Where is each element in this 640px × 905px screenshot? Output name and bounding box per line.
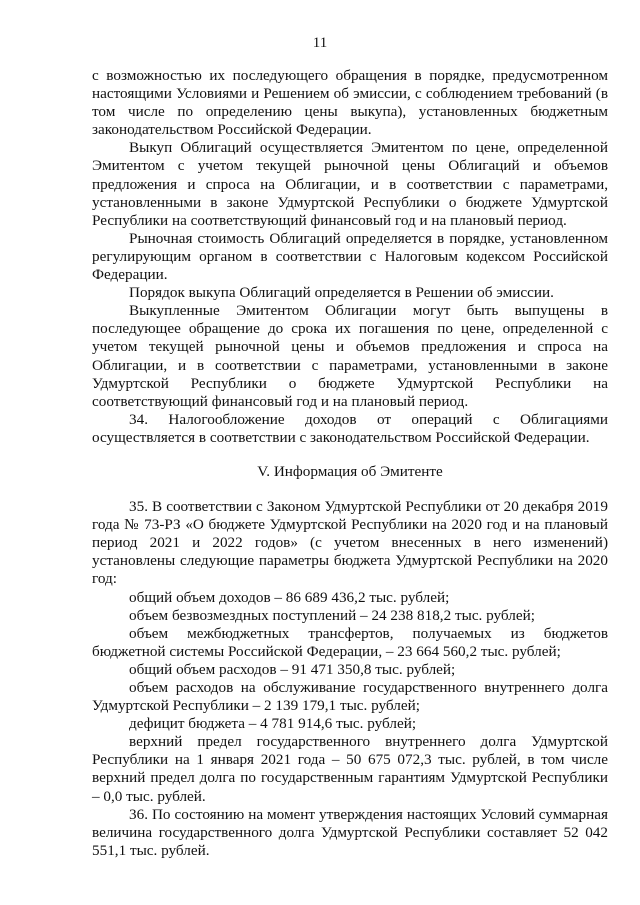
page-number: 11 <box>312 35 328 51</box>
paragraph-36-total-debt: 36. По состоянию на момент утверждения настоящих Условий суммарная величина государственного долга Удмуртской Республики составляет 52 042 551,1 тыс. рублей. <box>92 805 608 859</box>
list-item-debt-ceiling: верхний предел государственного внутреннего долга Удмуртской Республики на 1 января 2021 года – 50 675 072,3 тыс. рублей, в том числе верхний предел долга по государственным гарантиям Удмуртской Республики – 0,0 тыс. рублей. <box>92 733 608 805</box>
document-body <box>92 67 608 860</box>
list-item-budget-deficit: дефицит бюджета – 4 781 914,6 тыс. рублей; <box>129 715 417 733</box>
paragraph-35-budget-law: 35. В соответствии с Законом Удмуртской Республики от 20 декабря 2019 года № 73-РЗ «О бюджете Удмуртской Республики на 2020 год и на плановый период 2021 и 2022 годов» (с учетом внесенных в него изменений) установлены следующие параметры бюджета Удмуртской Республики на 2020 год: <box>92 498 608 588</box>
paragraph-34-taxation: 34. Налогообложение доходов от операций с Облигациями осуществляется в соответствии с законодательством Российской Федерации. <box>92 410 608 446</box>
list-item-total-expenditure: общий объем расходов – 91 471 350,8 тыс. рублей; <box>129 660 456 678</box>
paragraph-market-value: Рыночная стоимость Облигаций определяется в порядке, установленном регулирующим органом в соответствии с Налоговым кодексом Российской Федерации. <box>92 229 608 284</box>
section-heading: V. Информация об Эмитенте <box>257 462 443 480</box>
list-item-total-revenue: общий объем доходов – 86 689 436,2 тыс. рублей; <box>129 588 450 606</box>
list-item-debt-service: объем расходов на обслуживание государственного внутреннего долга Удмуртской Республики – 2 139 179,1 тыс. рублей; <box>92 679 608 715</box>
list-item-interbudget-transfers: объем межбюджетных трансфертов, получаемых из бюджетов бюджетной системы Российской Федерации, – 23 664 560,2 тыс. рублей; <box>92 624 608 660</box>
paragraph-buyback-price: Выкуп Облигаций осуществляется Эмитентом по цене, определенной Эмитентом с учетом текущей рыночной цены Облигаций и объемов предложения и спроса на Облигации, и в соответствии с параметрами, установленными в законе Удмуртской Республики о бюджете Удмуртской Республики на соответствующий финансовый год и на плановый период. <box>92 139 608 229</box>
paragraph-reissue: Выкупленные Эмитентом Облигации могут быть выпущены в последующее обращение до срока их погашения по цене, определенной с учетом текущей рыночной цены и объемов предложения и спроса на Облигации, и в соответствии с параметрами, установленными в законе Удмуртской Республики о бюджете Удмуртской Республики на соответствующий финансовый год и на плановый период. <box>92 302 608 410</box>
paragraph-buyback-order: Порядок выкупа Облигаций определяется в Решении об эмиссии. <box>129 284 554 302</box>
paragraph-continuation: с возможностью их последующего обращения в порядке, предусмотренном настоящими Условиями и Решением об эмиссии, с соблюдением требований (в том числе по определению цены выкупа), установленных бюджетным законодательством Российской Федерации. <box>92 67 608 139</box>
list-item-gratuitous-receipts: объем безвозмездных поступлений – 24 238 818,2 тыс. рублей; <box>129 606 535 624</box>
